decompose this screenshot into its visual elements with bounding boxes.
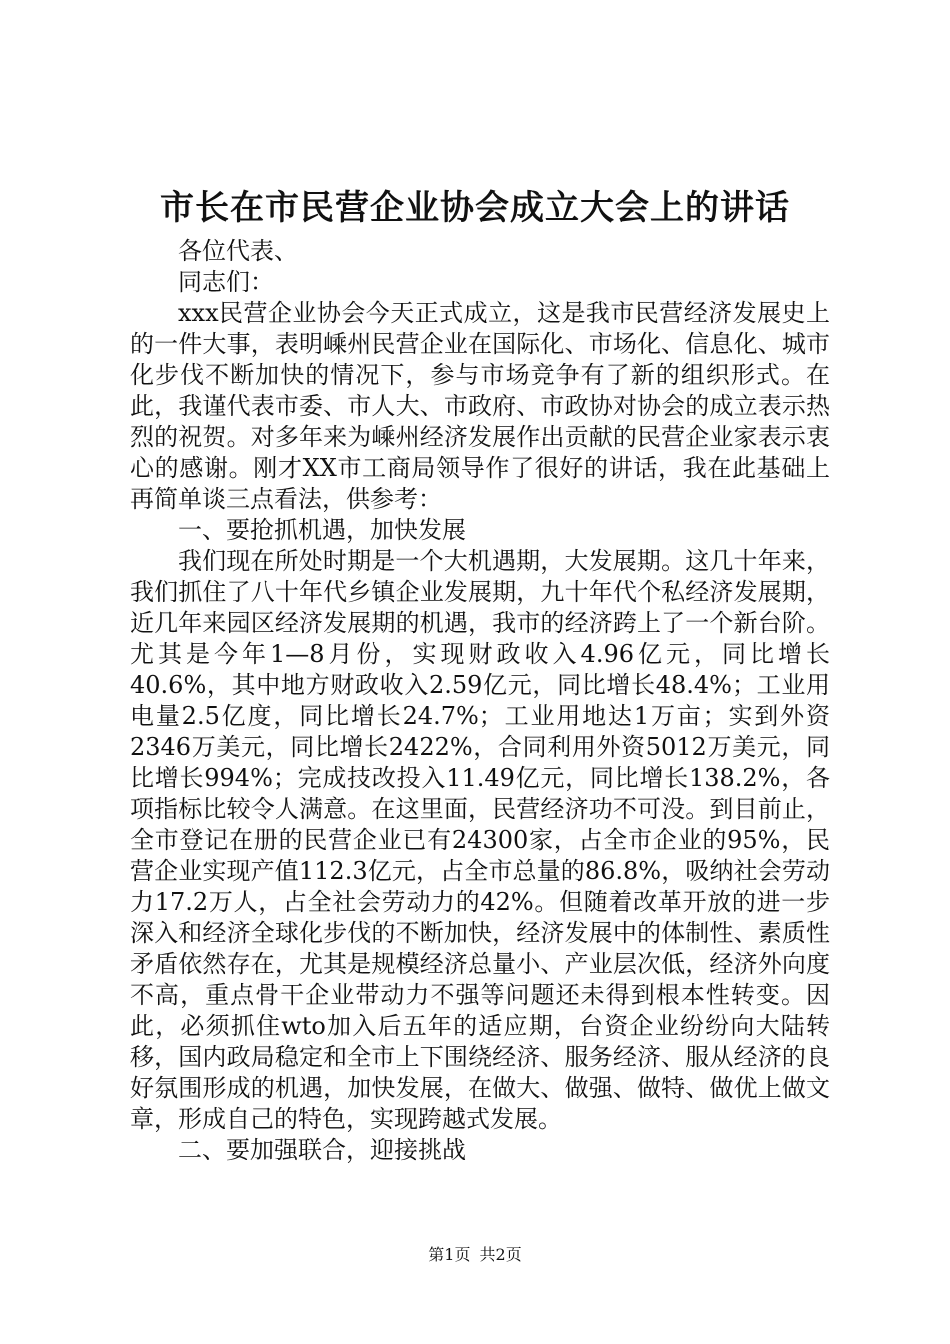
page-total: 共2页 bbox=[479, 1245, 522, 1264]
document-title: 市长在市民营企业协会成立大会上的讲话 bbox=[160, 188, 790, 228]
paragraph-section-1: 我们现在所处时期是一个大机遇期，大发展期。这几十年来，我们抓住了八十年代乡镇企业发展期，九十年代个私经济发展期，近几年来园区经济发展期的机遇，我市的经济跨上了一个新台阶。尤其是今年1—8月份，实现财政收入4.96亿元，同比增长40.6%，其中地方财政收入2.59亿元，同比增长48.4%；工业用电量2.5亿度，同比增长24.7%；工业用地达1万亩；实到外资2346万美元，同比增长2422%，合同利用外资5012万美元，同比增长994%；完成技改投入11.49亿元，同比增长138.2%，各项指标比较令人满意。在这里面，民营经济功不可没。到目前止，全市登记在册的民营企业已有24300家，占全市企业的95%，民营企业实现产值112.3亿元，占全市总量的86.8%，吸纳社会劳动力17.2万人，占全社会劳动力的42%。但随着改革开放的进一步深入和经济全球化步伐的不断加快，经济发展中的体制性、素质性矛盾依然存在，尤其是规模经济总量小、产业层次低，经济外向度不高，重点骨干企业带动力不强等问题还未得到根本性转变。因此，必须抓住wto加入后五年的适应期，台资企业纷纷向大陆转移，国内政局稳定和全市上下围绕经济、服务经济、服从经济的良好氛围形成的机遇，加快发展，在做大、做强、做特、做优上做文章，形成自己的特色，实现跨越式发展。 bbox=[130, 547, 830, 1133]
page-number: 第1页 bbox=[428, 1245, 471, 1264]
section-heading-2: 二、要加强联合，迎接挑战 bbox=[178, 1136, 466, 1164]
salutation-line-2: 同志们： bbox=[178, 268, 274, 296]
salutation-line-1: 各位代表、 bbox=[178, 237, 298, 265]
page-footer bbox=[0, 1244, 950, 1266]
paragraph-intro: xxx民营企业协会今天正式成立，这是我市民营经济发展史上的一件大事，表明嵊州民营企业在国际化、市场化、信息化、城市化步伐不断加快的情况下，参与市场竞争有了新的组织形式。在此，我谨代表市委、市人大、市政府、市政协对协会的成立表示热烈的祝贺。对多年来为嵊州经济发展作出贡献的民营企业家表示衷心的感谢。刚才XX市工商局领导作了很好的讲话，我在此基础上再简单谈三点看法，供参考： bbox=[130, 299, 830, 513]
section-heading-1: 一、要抢抓机遇，加快发展 bbox=[178, 516, 466, 544]
document-body bbox=[130, 236, 830, 1166]
